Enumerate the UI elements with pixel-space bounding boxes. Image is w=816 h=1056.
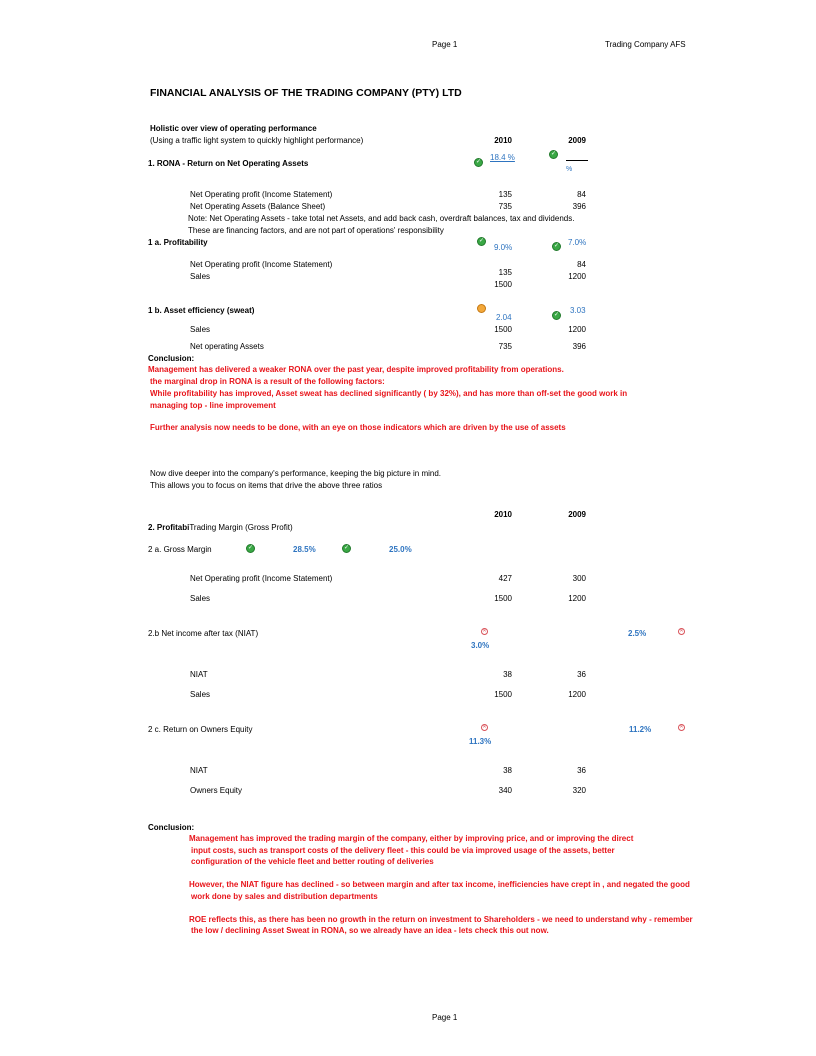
red-cross-icon: ✕ <box>482 724 487 730</box>
niat-row-2010: 38 <box>503 670 512 679</box>
red-cross-icon: ✕ <box>679 628 684 634</box>
profitability-row-label: Net Operating profit (Income Statement) <box>190 260 333 269</box>
niat-row-2010: 1500 <box>494 690 512 699</box>
profitability-row-2010: 135 <box>498 268 512 277</box>
rona-row-2009: 396 <box>572 202 586 211</box>
roe-2009-value: 11.2% <box>629 725 652 734</box>
asset-efficiency-row-label: Net operating Assets <box>190 342 264 351</box>
roe-label: 2 c. Return on Owners Equity <box>148 725 253 734</box>
green-check-icon: ✓ <box>478 238 485 244</box>
overview-heading: Holistic over view of operating performance <box>150 124 317 133</box>
profitability-2010-value: 9.0% <box>494 243 513 252</box>
gross-margin-label: 2 a. Gross Margin <box>148 545 212 554</box>
profitability-row-2009: 84 <box>577 260 586 269</box>
conclusion-line: configuration of the vehicle fleet and better routing of deliveries <box>191 857 434 866</box>
red-cross-icon: ✕ <box>679 724 684 730</box>
asset-efficiency-2009-value: 3.03 <box>570 306 586 315</box>
further-analysis-note: Further analysis now needs to be done, with an eye on those indicators which are driven by the use of assets <box>150 423 566 432</box>
conclusion-label: Conclusion: <box>148 823 195 832</box>
rona-2009-underline <box>566 160 588 161</box>
gross-margin-row-2010: 1500 <box>494 594 512 603</box>
niat-row-label: Sales <box>190 690 211 699</box>
conclusion-line: work done by sales and distribution departments <box>191 892 378 901</box>
rona-row-label: Net Operating profit (Income Statement) <box>190 190 333 199</box>
rona-row-2010: 135 <box>498 190 512 199</box>
niat-2010-value: 3.0% <box>471 641 490 650</box>
conclusion-line: Management has delivered a weaker RONA over the past year, despite improved profitability from operations. <box>148 365 564 374</box>
conclusion-line: the marginal drop in RONA is a result of the following factors: <box>150 377 385 386</box>
gross-margin-row-2009: 1200 <box>568 594 586 603</box>
conclusion-line: managing top - line improvement <box>150 401 276 410</box>
footer-page-number: Page 1 <box>432 1013 458 1022</box>
page-title: FINANCIAL ANALYSIS OF THE TRADING COMPANY (PTY) LTD <box>150 87 462 99</box>
asset-efficiency-row-2009: 1200 <box>568 325 586 334</box>
year-2009-header: 2009 <box>568 136 586 145</box>
conclusion-line: the low / declining Asset Sweat in RONA, so we already have an idea - lets check this out now. <box>191 926 549 935</box>
rona-note: Note: Net Operating Assets - take total net Assets, and add back cash, overdraft balances, tax and dividends. <box>188 214 575 223</box>
red-cross-icon: ✕ <box>482 628 487 634</box>
roe-row-2009: 320 <box>572 786 586 795</box>
green-check-icon: ✓ <box>247 545 254 551</box>
green-check-icon: ✓ <box>475 159 482 165</box>
dive-deeper-text: Now dive deeper into the company's performance, keeping the big picture in mind. <box>150 469 442 478</box>
rona-row-2010: 735 <box>498 202 512 211</box>
roe-row-label: NIAT <box>190 766 208 775</box>
niat-2009-value: 2.5% <box>628 629 647 638</box>
rona-row-2009: 84 <box>577 190 586 199</box>
rona-2009-fragment: % <box>566 166 573 173</box>
section2-label: 2. ProfitabiTrading Margin (Gross Profit) <box>148 523 293 532</box>
asset-efficiency-label: 1 b. Asset efficiency (sweat) <box>148 306 255 315</box>
dive-deeper-text: This allows you to focus on items that drive the above three ratios <box>150 481 383 490</box>
niat-label: 2.b Net income after tax (NIAT) <box>148 629 259 638</box>
green-check-icon: ✓ <box>553 312 560 318</box>
gross-margin-row-2009: 300 <box>572 574 586 583</box>
gross-margin-2010-value: 28.5% <box>293 545 316 554</box>
conclusion-label: Conclusion: <box>148 354 195 363</box>
asset-efficiency-row-label: Sales <box>190 325 211 334</box>
green-check-icon: ✓ <box>553 243 560 249</box>
green-check-icon: ✓ <box>343 545 350 551</box>
niat-row-2009: 1200 <box>568 690 586 699</box>
conclusion-line: ROE reflects this, as there has been no growth in the return on investment to Shareholders - we need to understand why - remember <box>189 915 693 924</box>
asset-efficiency-row-2010: 735 <box>498 342 512 351</box>
asset-efficiency-2010-value: 2.04 <box>496 313 512 322</box>
rona-2010-value: 18.4 % <box>490 153 515 162</box>
asset-efficiency-row-2009: 396 <box>572 342 586 351</box>
rona-note: These are financing factors, and are not part of operations' responsibility <box>188 226 444 235</box>
roe-row-2009: 36 <box>577 766 586 775</box>
overview-subheading: (Using a traffic light system to quickly highlight performance) <box>150 136 364 145</box>
conclusion-line: Management has improved the trading margin of the company, either by improving price, and or improving the direct <box>189 834 634 843</box>
roe-row-label: Owners Equity <box>190 786 243 795</box>
gross-margin-row-label: Net Operating profit (Income Statement) <box>190 574 333 583</box>
profitability-2009-value: 7.0% <box>568 238 587 247</box>
profitability-row-label: Sales <box>190 272 211 281</box>
niat-row-label: NIAT <box>190 670 208 679</box>
conclusion-line: input costs, such as transport costs of the delivery fleet - this could be via improved usage of the assets, better <box>191 846 615 855</box>
conclusion-line: However, the NIAT figure has declined - so between margin and after tax income, inefficiencies have crept in , and negated the good <box>189 880 690 889</box>
asset-efficiency-row-2010: 1500 <box>494 325 512 334</box>
header-page-number: Page 1 <box>432 40 458 49</box>
rona-row-label: Net Operating Assets (Balance Sheet) <box>190 202 326 211</box>
gross-margin-row-2010: 427 <box>498 574 512 583</box>
green-check-icon: ✓ <box>550 151 557 157</box>
conclusion-line: While profitability has improved, Asset sweat has declined significantly ( by 32%), and has more than off-set the good work in <box>150 389 628 398</box>
roe-2010-value: 11.3% <box>469 737 492 746</box>
amber-circle-icon <box>477 304 486 313</box>
header-company-name: Trading Company AFS <box>605 40 686 49</box>
roe-row-2010: 340 <box>498 786 512 795</box>
profitability-label: 1 a. Profitability <box>148 238 208 247</box>
niat-row-2009: 36 <box>577 670 586 679</box>
year-2010-header: 2010 <box>494 510 512 519</box>
year-2009-header: 2009 <box>568 510 586 519</box>
profitability-row-2009: 1200 <box>568 272 586 281</box>
gross-margin-row-label: Sales <box>190 594 211 603</box>
rona-label: 1. RONA - Return on Net Operating Assets <box>148 159 309 168</box>
roe-row-2010: 38 <box>503 766 512 775</box>
profitability-row-2010: 1500 <box>494 280 512 289</box>
gross-margin-2009-value: 25.0% <box>389 545 412 554</box>
year-2010-header: 2010 <box>494 136 512 145</box>
